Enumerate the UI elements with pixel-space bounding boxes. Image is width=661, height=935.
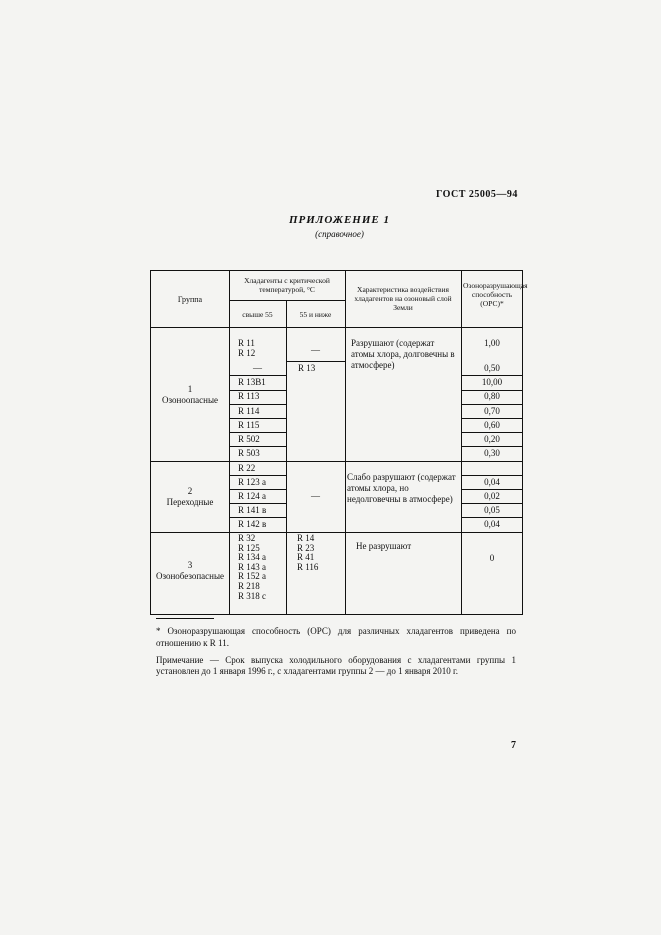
- document-code: ГОСТ 25005—94: [436, 189, 518, 200]
- appendix-title: ПРИЛОЖЕНИЕ 1: [288, 214, 391, 226]
- group-2-effect: Слабо разрушают (содержат атомы хлора, но недолговечны в атмосфере): [347, 472, 456, 504]
- group-1-effect: Разрушают (содержат атомы хлора, долговечны в атмосфере): [351, 338, 455, 370]
- g1-odp-8: 0,30: [484, 448, 500, 458]
- g1-odp-2: 0,50: [484, 363, 500, 373]
- g1-below-r13: R 13: [298, 363, 316, 373]
- note: Примечание — Срок выпуска холодильного оборудования с хладагентами группы 1 установлен до 1 января 1996 г., с хладагентами группы 2 — до 1 января 2010 г.: [156, 655, 516, 676]
- refrigerant-table: [150, 270, 528, 615]
- g3-odp: 0: [489, 553, 495, 563]
- g1-odp-7: 0,20: [484, 434, 500, 444]
- g2-odp-1: 0,04: [484, 477, 500, 487]
- g1-above-r13b1: R 13B1: [238, 377, 266, 387]
- g1-above-r115: R 115: [238, 420, 260, 430]
- g2-below-dash: —: [311, 491, 320, 501]
- header-effect: Характеристика воздействия хладагентов на озоновый слой Земли: [354, 285, 452, 312]
- g1-above-r503: R 503: [238, 448, 260, 458]
- g1-below-dash: —: [311, 345, 320, 355]
- group-2-label: 2 Переходные: [166, 486, 214, 507]
- g2-above-r124a: R 124 а: [238, 491, 266, 501]
- g3-below-list: R 14 R 23 R 41 R 116: [297, 533, 319, 572]
- page-number: 7: [511, 740, 516, 751]
- g1-odp-1: 1,00: [484, 338, 500, 348]
- g2-above-r22: R 22: [238, 463, 256, 473]
- g1-above-r502: R 502: [238, 434, 260, 444]
- header-odp: Озоноразрушающая способность (ОРС)*: [463, 281, 528, 308]
- g1-odp-3: 10,00: [481, 377, 503, 387]
- g2-above-r142v: R 142 в: [238, 519, 267, 529]
- g1-odp-4: 0,80: [484, 391, 500, 401]
- appendix-subtitle: (справочное): [315, 229, 364, 239]
- header-group: Группа: [177, 295, 203, 304]
- g1-above-r11-r12: R 11 R 12: [238, 338, 256, 358]
- footnote-rule: [156, 618, 214, 619]
- header-above55: свыше 55: [242, 310, 273, 319]
- g1-odp-6: 0,60: [484, 420, 500, 430]
- header-refrigerants: Хладагенты с критической температурой, °С: [244, 276, 330, 294]
- header-below55: 55 и ниже: [299, 310, 332, 319]
- g1-above-r113: R 113: [238, 391, 260, 401]
- group-3-label: 3 Озонобезопасные: [155, 560, 225, 581]
- g2-odp-2: 0,02: [484, 491, 500, 501]
- g2-above-r123a: R 123 а: [238, 477, 266, 487]
- g2-odp-3: 0,05: [484, 505, 500, 515]
- g1-above-dash: —: [253, 363, 262, 373]
- g1-odp-5: 0,70: [484, 406, 500, 416]
- group-3-effect: Не разрушают: [356, 541, 412, 551]
- g1-above-r114: R 114: [238, 406, 260, 416]
- g2-odp-4: 0,04: [484, 519, 500, 529]
- footnote: * Озоноразрушающая способность (ОРС) для различных хладагентов приведена по отношению к R 11.: [156, 626, 516, 648]
- group-1-label: 1 Озоноопасные: [162, 384, 218, 405]
- g2-above-r141v: R 141 в: [238, 505, 267, 515]
- g3-above-list: R 32 R 125 R 134 а R 143 а R 152 а R 218 R 318 с: [238, 533, 266, 601]
